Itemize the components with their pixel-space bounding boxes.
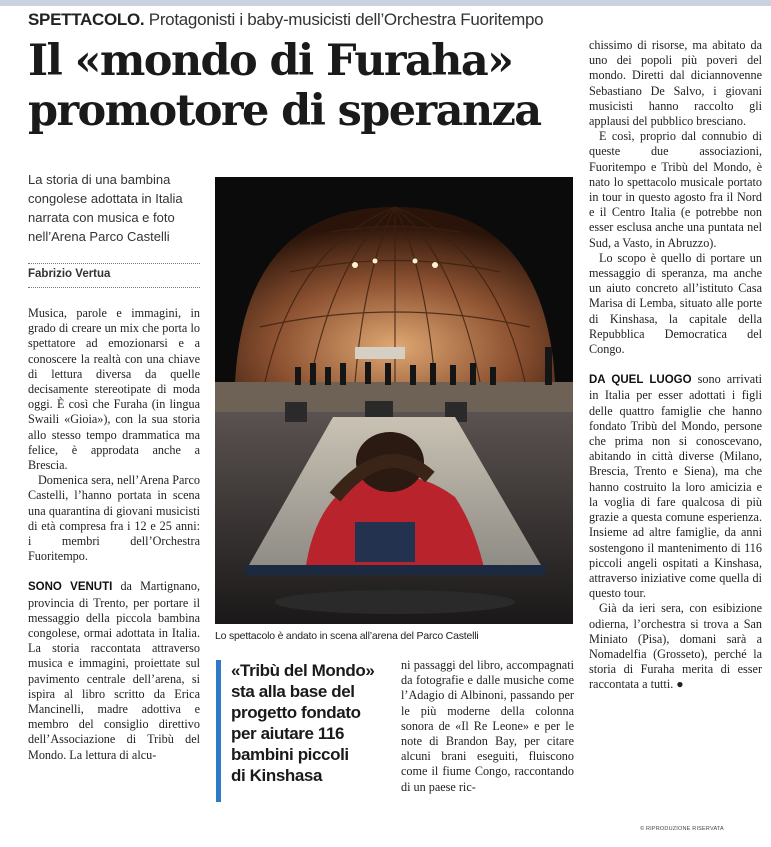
headline bbox=[28, 36, 568, 136]
summary: La storia di una bambina congolese adottata in Italia narrata con musica e foto nell’Arena Parco Castelli bbox=[28, 172, 183, 244]
headline-line-2: promotore di speranza bbox=[28, 86, 541, 136]
column-4 bbox=[589, 38, 762, 693]
lead-in: DA QUEL LUOGO bbox=[589, 374, 692, 387]
byline: Fabrizio Vertua bbox=[28, 268, 111, 280]
kicker-line bbox=[28, 10, 543, 30]
photo-caption: Lo spettacolo è andato in scena all’arena del Parco Castelli bbox=[215, 630, 479, 642]
copyright-notice: © RIPRODUZIONE RISERVATA bbox=[640, 826, 724, 832]
paragraph: Già da ieri sera, con esibizione odierna, l’orchestra si trova a San Miniato (Pisa), domani sarà a Nomadelfia (Grosseto), perché la storia di Furaha merita di esser raccontata a tutti. ● bbox=[589, 601, 762, 692]
headline-line-1: Il «mondo di Furaha» bbox=[28, 36, 513, 86]
section-label: SPETTACOLO. bbox=[28, 10, 145, 29]
paragraph: Domenica sera, nell’Arena Parco Castelli, l’hanno portata in scena una quarantina di giovani musicisti di età compresa fra i 12 e 25 anni: i membri dell’Orchestra Fuoritempo. bbox=[28, 473, 200, 564]
kicker-text: Protagonisti i baby-musicisti dell’Orchestra Fuoritempo bbox=[148, 10, 544, 29]
paragraph: Musica, parole e immagini, in grado di creare un mix che porta lo spettatore ad emozionarsi e a conoscere la realtà con una chiave di lettura diversa da quelle decisamente stereotipate di moda oggi. È così che Furaha (in lingua Swaili «Gioia»), con la sua storia allo stesso tempo drammatica ma felice, è approdata anche a Brescia. bbox=[28, 306, 200, 473]
pull-quote-line: sta alla base del bbox=[231, 682, 355, 701]
paragraph-text: sono arrivati in Italia per esser adottati i figli delle quattro famiglie che hanno fondato Tribù del Mondo, persone che prima non si conoscevano, abitando in città diverse (Milano, Brescia, Trento e Siena), ma che hanno costruito la loro amicizia e la voglia di fare qualcosa di più grazie a questa comune esperienza. Insieme ad altre famiglie, da anni sostengono il mantenimento di 116 piccoli angeli ospitati a Kinshasa, attraverso iniziative come quella di questo tour. bbox=[589, 372, 762, 601]
concert-photo bbox=[215, 177, 573, 624]
pull-quote-line: di Kinshasa bbox=[231, 766, 323, 785]
paragraph-text: da Martignano, provincia di Trento, per portare il messaggio della piccola bambina congolese, ormai adottata in Italia. La storia raccontata attraverso musica e immagini, proiettate sul pavimento centrale dell’arena, si ispira al libro scritto da Erica Mancinelli, madre adottiva e membro del consiglio direttivo dell’Associazione di Tribù del Mondo. La lettura di alcu- bbox=[28, 579, 200, 762]
paragraph: chissimo di risorse, ma abitato da uno dei popoli più poveri del mondo. Diretti dal diciannovenne Sebastiano De Salvo, i giovani musicisti hanno raccolto gli applausi del pubblico bresciano. bbox=[589, 38, 762, 129]
column-1 bbox=[28, 306, 200, 763]
pull-quote bbox=[216, 660, 395, 802]
top-bar bbox=[0, 0, 771, 6]
paragraph bbox=[28, 579, 200, 762]
pull-quote-line: progetto fondato bbox=[231, 703, 361, 722]
paragraph: ni passaggi del libro, accompagnati da fotografie e dalle musiche come l’Adagio di Albinoni, passando per le più moderne della colonna sonora de «Il Re Leone» e per le note di Brandon Bay, per citare alcuni brani eseguiti, fluiscono come il fiume Congo, raccontando di un paese ric- bbox=[401, 658, 574, 794]
summary-divider bbox=[28, 263, 200, 264]
column-3 bbox=[401, 658, 574, 795]
lead-in: SONO VENUTI bbox=[28, 581, 113, 594]
byline-divider bbox=[28, 287, 200, 288]
paragraph bbox=[589, 372, 762, 601]
paragraph: E così, proprio dal connubio di queste due associazioni, Fuoritempo e Tribù del Mondo, è nato lo spettacolo musicale portato in tour in questo agosto fra il Nord e il Centro Italia (e potrebbe non esser esclusa anche una puntata nel Sud, a Vasto, in Abruzzo). bbox=[589, 129, 762, 250]
pull-quote-line: bambini piccoli bbox=[231, 745, 349, 764]
pull-quote-line: «Tribù del Mondo» bbox=[231, 661, 375, 680]
paragraph: Lo scopo è quello di portare un messaggio di speranza, ma anche un aiuto concreto all’istituto Casa Marisa di Lemba, situato alle porte di Kinshasa, la capitale della Repubblica Democratica del Congo. bbox=[589, 250, 762, 357]
pull-quote-line: per aiutare 116 bbox=[231, 724, 345, 743]
